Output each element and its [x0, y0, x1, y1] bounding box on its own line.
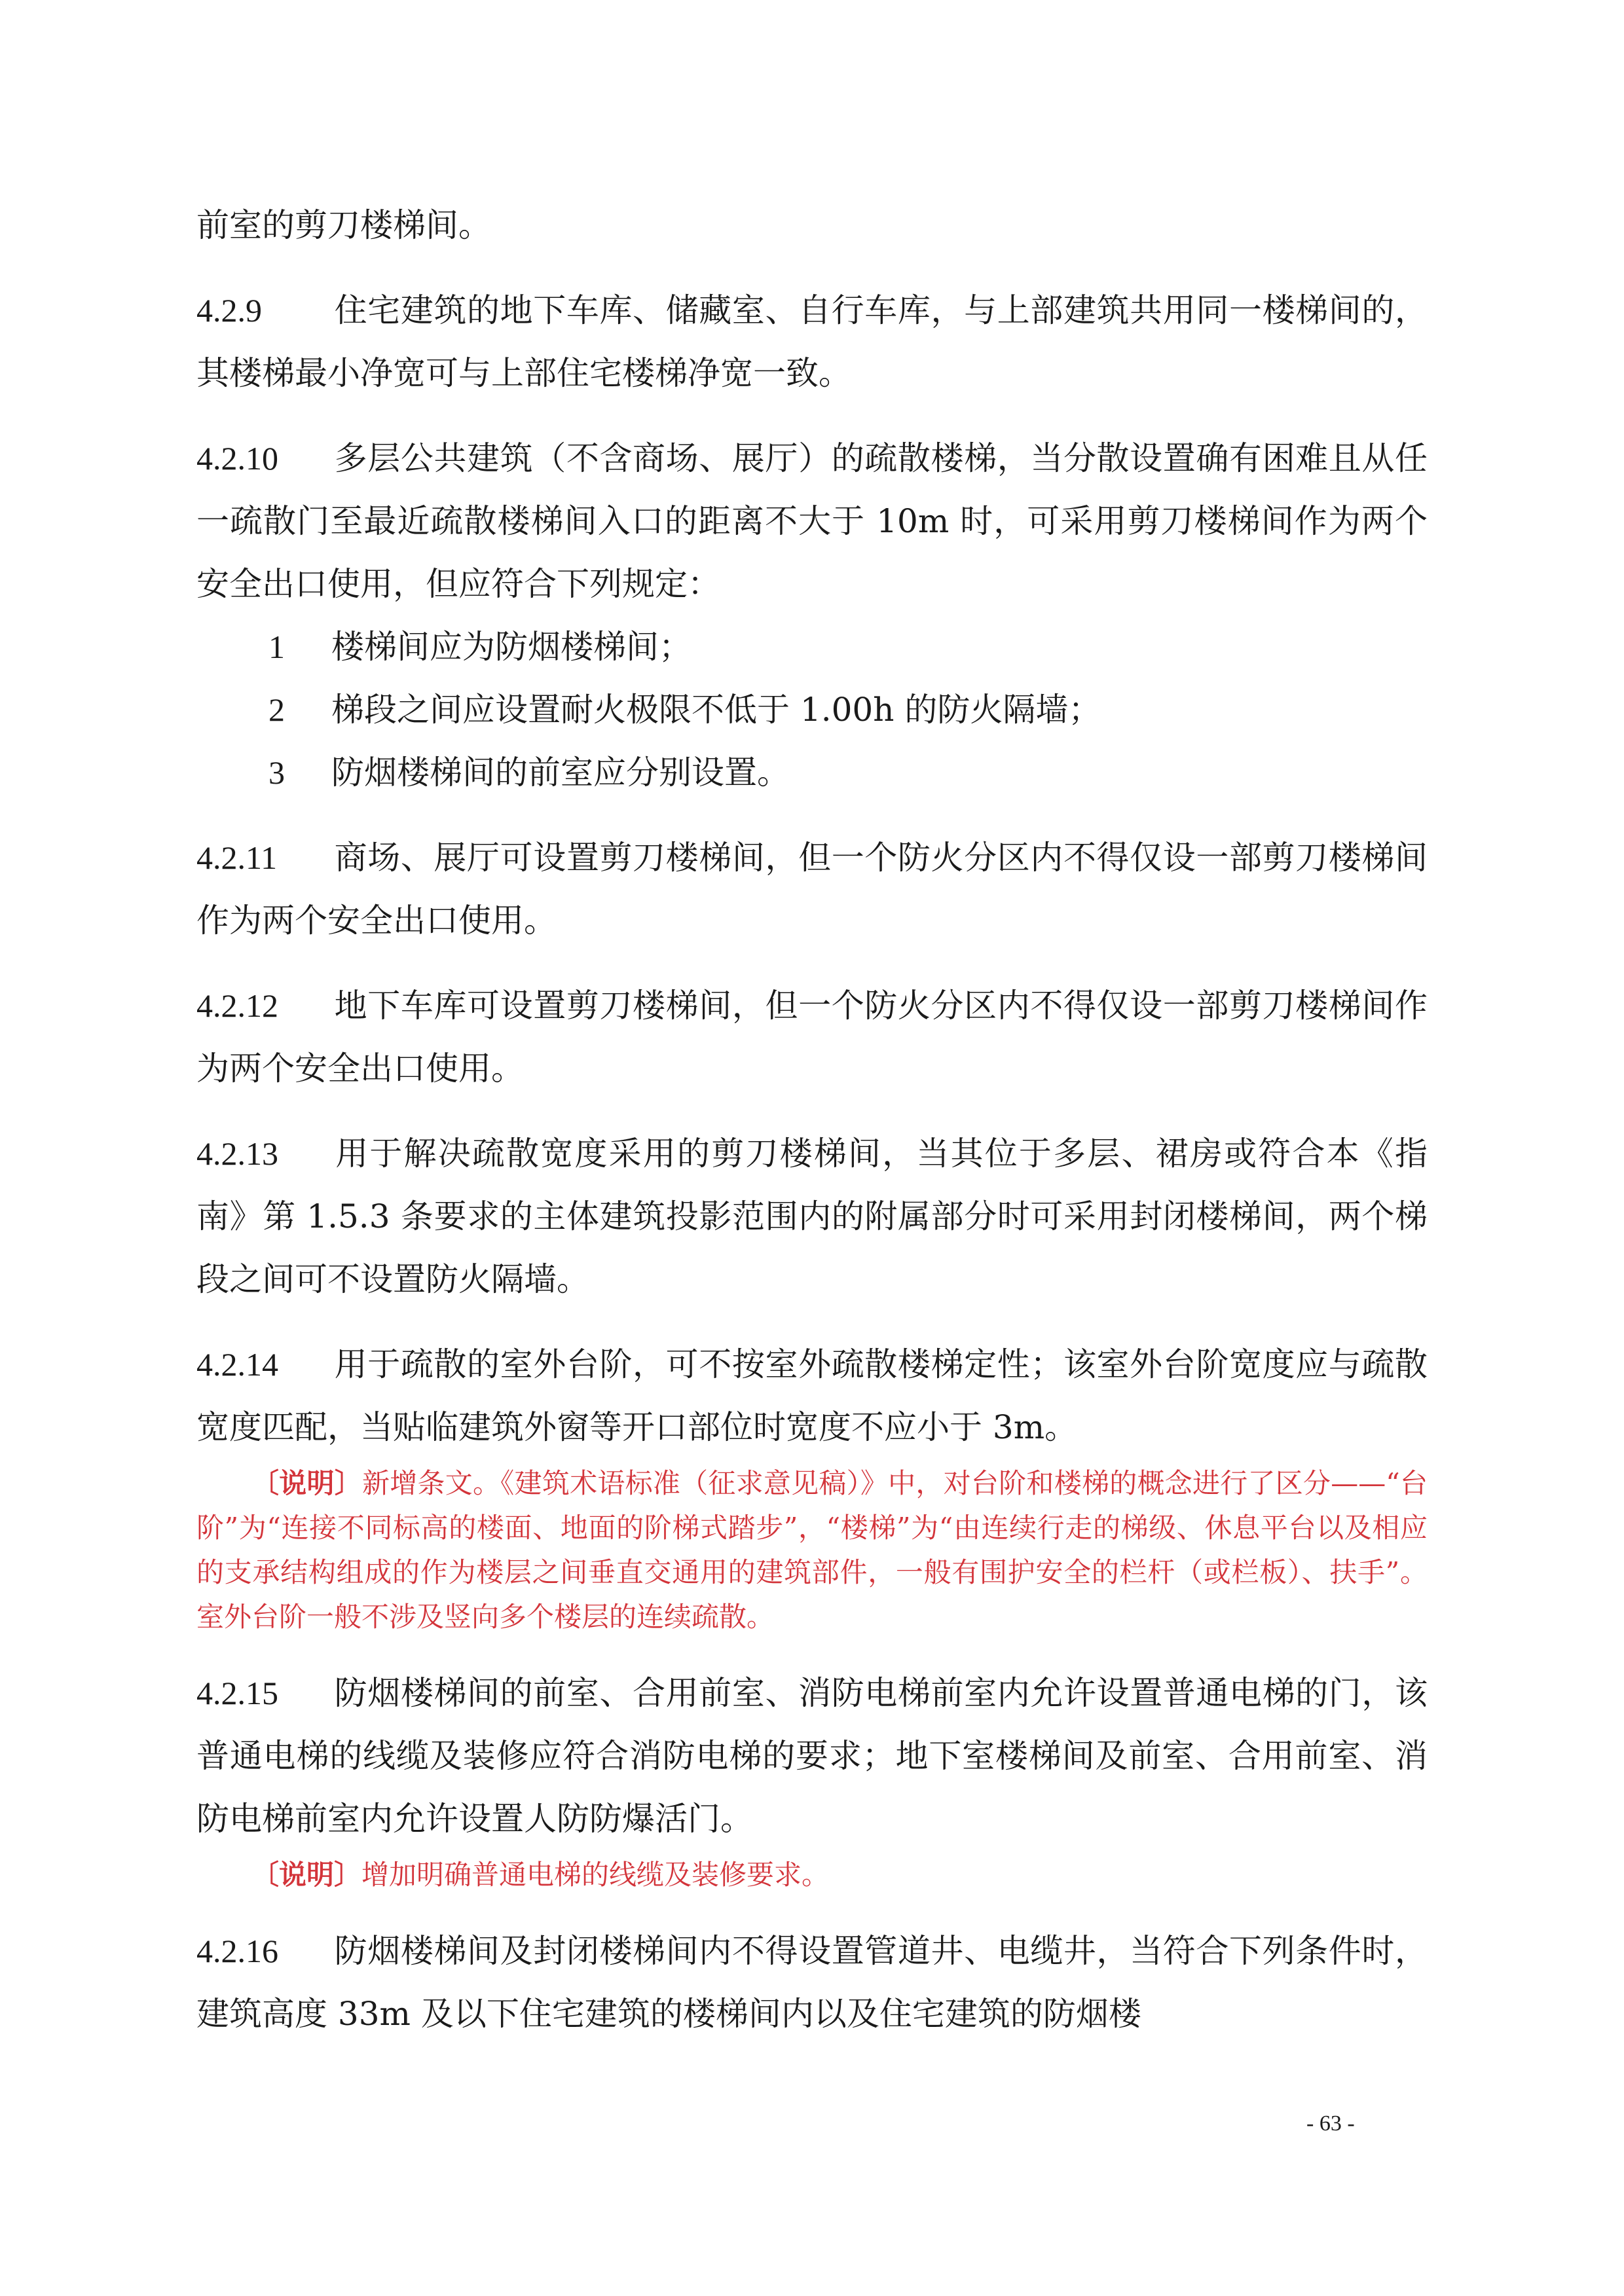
clause-number: 4.2.13 [196, 1135, 278, 1172]
note-text: 增加明确普通电梯的线缆及装修要求。 [361, 1859, 830, 1891]
clause-number: 4.2.9 [196, 292, 262, 329]
list-text: 楼梯间应为防烟楼梯间； [331, 628, 692, 666]
list-number: 3 [268, 754, 285, 791]
clause-4-2-15 [196, 1662, 1428, 1850]
clause-4-2-10 [196, 427, 1428, 615]
page-number: - 63 - [1306, 2111, 1355, 2136]
clause-number: 4.2.12 [196, 987, 278, 1024]
note-text: 新增条文。《建筑术语标准（征求意见稿）》中，对台阶和楼梯的概念进行了区分——“台阶”为“连接不同标高的楼面、地面的阶梯式踏步”，“楼梯”为“由连续行走的梯级、休息平台以及相应的支承结构组成的作为楼层之间垂直交通用的建筑部件，一般有围护安全的栏杆（或栏板）、扶手”。室外台阶一般不涉及竖向多个楼层的连续疏散。 [196, 1467, 1428, 1633]
list-number: 1 [268, 629, 285, 665]
clause-4-2-16 [196, 1920, 1428, 2045]
clause-4-2-13 [196, 1122, 1428, 1311]
clause-4-2-12 [196, 974, 1428, 1100]
list-text: 防烟楼梯间的前室应分别设置。 [331, 754, 790, 792]
clause-number: 4.2.11 [196, 839, 278, 876]
explanation-note [196, 1853, 1428, 1897]
clause-number: 4.2.16 [196, 1933, 278, 1969]
clause-number: 4.2.14 [196, 1346, 278, 1383]
clause-number: 4.2.10 [196, 440, 278, 477]
document-page [196, 194, 1428, 2045]
clause-text: 用于疏散的室外台阶，可不按室外疏散楼梯定性；该室外台阶宽度应与疏散宽度匹配，当贴临建筑外窗等开口部位时宽度不应小于 3m。 [196, 1345, 1428, 1446]
clause-text: 商场、展厅可设置剪刀楼梯间，但一个防火分区内不得仅设一部剪刀楼梯间作为两个安全出口使用。 [196, 839, 1428, 939]
clause-text: 地下车库可设置剪刀楼梯间，但一个防火分区内不得仅设一部剪刀楼梯间作为两个安全出口使用。 [196, 987, 1428, 1087]
note-tag: 〔说明〕 [251, 1859, 362, 1891]
clause-text: 住宅建筑的地下车库、储藏室、自行车库，与上部建筑共用同一楼梯间的，其楼梯最小净宽可与上部住宅楼梯净宽一致。 [196, 291, 1428, 392]
list-number: 2 [268, 691, 285, 728]
list-item [196, 741, 1428, 804]
clause-text: 多层公共建筑（不含商场、展厅）的疏散楼梯，当分散设置确有困难且从任一疏散门至最近疏散楼梯间入口的距离不大于 10m 时，可采用剪刀楼梯间作为两个安全出口使用，但应符合下列规定： [196, 439, 1428, 603]
clause-text: 防烟楼梯间的前室、合用前室、消防电梯前室内允许设置普通电梯的门，该普通电梯的线缆及装修应符合消防电梯的要求；地下室楼梯间及前室、合用前室、消防电梯前室内允许设置人防防爆活门。 [196, 1674, 1428, 1838]
clause-text: 用于解决疏散宽度采用的剪刀楼梯间，当其位于多层、裙房或符合本《指南》第 1.5.3 条要求的主体建筑投影范围内的附属部分时可采用封闭楼梯间，两个梯段之间可不设置防火隔墙。 [196, 1135, 1428, 1298]
list-item [196, 678, 1428, 741]
explanation-note [196, 1461, 1428, 1639]
list-text: 梯段之间应设置耐火极限不低于 1.00h 的防火隔墙； [331, 691, 1101, 729]
clause-4-2-9 [196, 279, 1428, 405]
note-tag: 〔说明〕 [251, 1467, 363, 1499]
clause-4-2-14 [196, 1333, 1428, 1459]
clause-4-2-11 [196, 826, 1428, 952]
clause-text: 防烟楼梯间及封闭楼梯间内不得设置管道井、电缆井，当符合下列条件时，建筑高度 33m 及以下住宅建筑的楼梯间内以及住宅建筑的防烟楼 [196, 1932, 1428, 2033]
list-item [196, 615, 1428, 678]
clause-number: 4.2.15 [196, 1675, 278, 1711]
lead-line: 前室的剪刀楼梯间。 [196, 206, 491, 244]
